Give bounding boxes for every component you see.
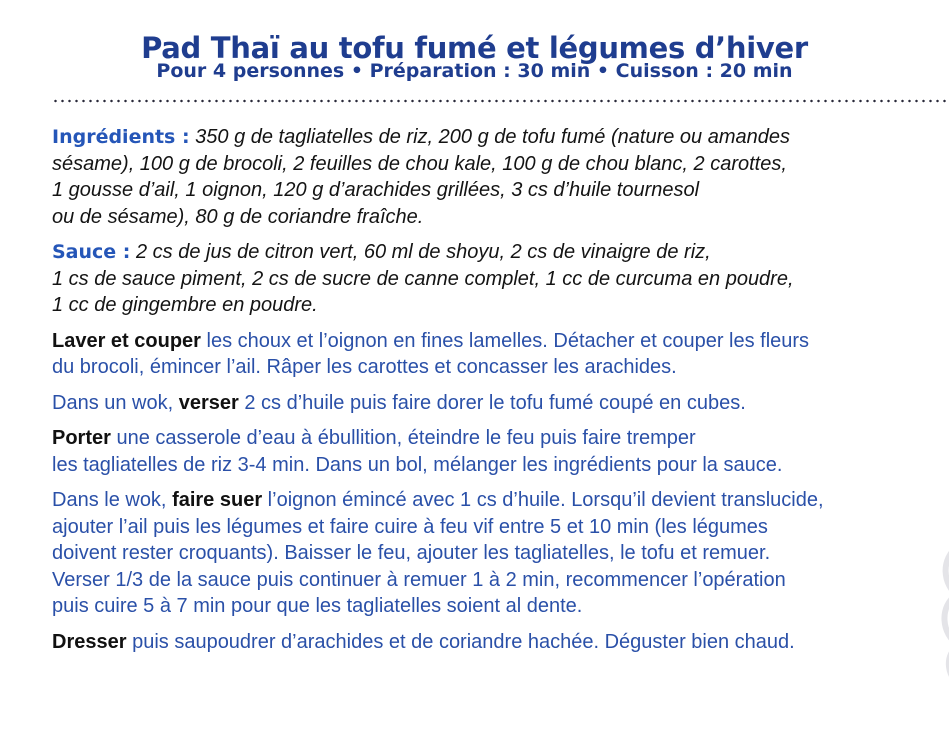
decorative-swirl-icon	[919, 540, 949, 690]
dotted-divider	[52, 99, 949, 103]
step-line: l’oignon émincé avec 1 cs d’huile. Lorsqu’il devient translucide,	[262, 489, 824, 511]
sauce-line: 2 cs de jus de citron vert, 60 ml de shoyu, 2 cs de vinaigre de riz,	[130, 241, 711, 263]
recipe-content	[52, 124, 949, 664]
step-paragraph-serve	[52, 629, 949, 656]
step-line: ajouter l’ail puis les légumes et faire cuire à feu vif entre 5 et 10 min (les légumes	[52, 515, 768, 538]
step-verb: verser	[178, 391, 239, 414]
sauce-paragraph	[52, 239, 949, 319]
step-line: doivent rester croquants). Baisser le feu, ajouter les tagliatelles, le tofu et remuer.	[52, 542, 771, 564]
step-line: les choux et l’oignon en fines lamelles. Détacher et couper les fleurs	[200, 329, 810, 352]
recipe-subtitle: Pour 4 personnes • Préparation : 30 min • Cuisson : 20 min	[156, 60, 793, 82]
sauce-line: 1 cs de sauce piment, 2 cs de sucre de canne complet, 1 cc de curcuma en poudre,	[52, 267, 794, 290]
step-verb: Laver et couper	[52, 329, 201, 352]
step-paragraph-wash-cut	[52, 328, 949, 381]
step-line: une casserole d’eau à ébullition, éteindre le feu puis faire tremper	[110, 427, 696, 449]
step-line: les tagliatelles de riz 3-4 min. Dans un bol, mélanger les ingrédients pour la sauce.	[52, 453, 783, 476]
step-line: Verser 1/3 de la sauce puis continuer à remuer 1 à 2 min, recommencer l’opération	[52, 568, 786, 591]
ingredients-paragraph	[52, 124, 949, 230]
step-paragraph-pour-oil	[52, 390, 949, 417]
ingredients-line: 1 gousse d’ail, 1 oignon, 120 g d’arachides grillées, 3 cs d’huile tournesol	[52, 179, 700, 201]
ingredients-line: ou de sésame), 80 g de coriandre fraîche.	[52, 205, 424, 228]
ingredients-label: Ingrédients :	[52, 126, 190, 148]
step-line: puis saupoudrer d’arachides et de coriandre hachée. Déguster bien chaud.	[126, 630, 795, 653]
step-verb: Porter	[52, 427, 111, 449]
step-line: 2 cs d’huile puis faire dorer le tofu fumé coupé en cubes.	[238, 391, 746, 414]
recipe-title: Pad Thaï au tofu fumé et légumes d’hiver	[141, 31, 808, 66]
ingredients-line: sésame), 100 g de brocoli, 2 feuilles de chou kale, 100 g de chou blanc, 2 carottes,	[52, 152, 787, 175]
step-paragraph-boil	[52, 425, 949, 478]
sauce-line: 1 cc de gingembre en poudre.	[52, 294, 318, 316]
step-verb: Dresser	[52, 630, 127, 653]
ingredients-line: 350 g de tagliatelles de riz, 200 g de tofu fumé (nature ou amandes	[189, 126, 790, 148]
step-prefix: Dans le wok,	[52, 489, 173, 511]
step-paragraph-sweat	[52, 487, 949, 620]
step-line: puis cuire 5 à 7 min pour que les tagliatelles soient al dente.	[52, 595, 583, 617]
sauce-label: Sauce :	[52, 241, 131, 263]
step-line: du brocoli, émincer l’ail. Râper les carottes et concasser les arachides.	[52, 356, 677, 378]
step-verb: faire suer	[172, 489, 263, 511]
step-prefix: Dans un wok,	[52, 391, 179, 414]
